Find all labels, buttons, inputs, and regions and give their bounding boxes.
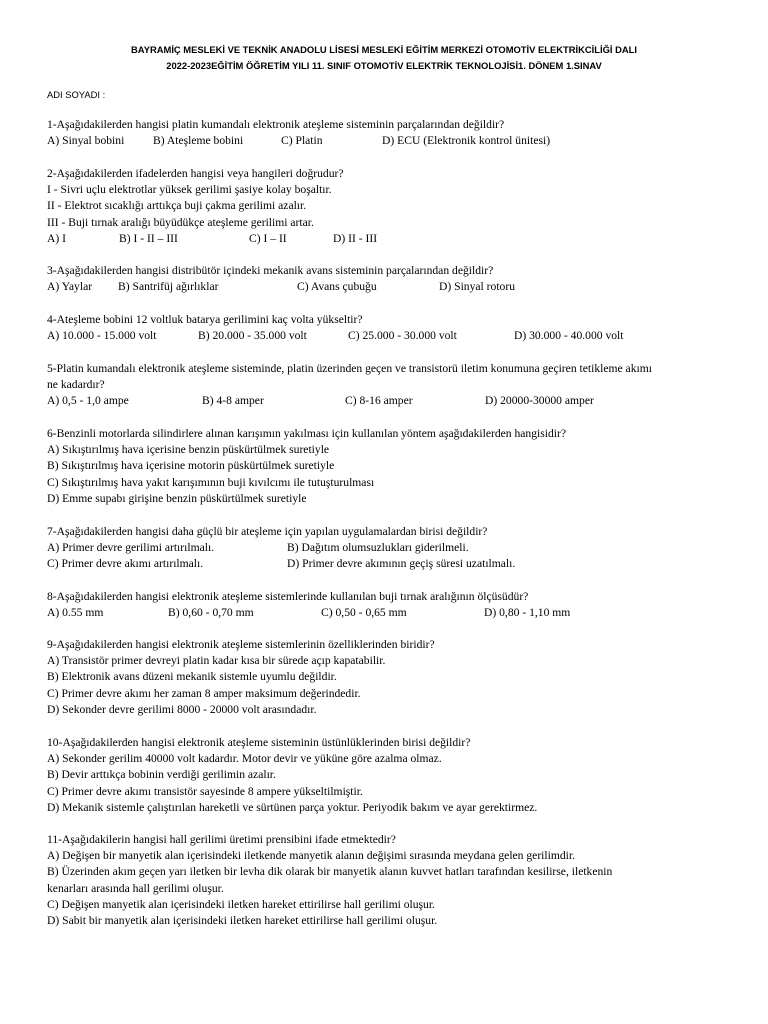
question-2-statement: II - Elektrot sıcaklığı arttıkça buji çakma gerilimi azalır.	[47, 199, 307, 213]
question-4-text: 4-Ateşleme bobini 12 voltluk batarya gerilimini kaç volta yükseltir?	[47, 313, 363, 326]
question-1-option: D) ECU (Elektronik kontrol ünitesi)	[382, 134, 551, 148]
question-11-option: A) Değişen bir manyetik alan içerisindeki iletkende manyetik alanın değişimi sırasında meydana gelen gerilimdir.	[47, 849, 576, 863]
question-1-option: C) Platin	[281, 134, 323, 148]
question-7-option: D) Primer devre akımının geçiş süresi uzatılmalı.	[287, 557, 516, 571]
question-10-text: 10-Aşağıdakilerden hangisi elektronik ateşleme sisteminin üstünlüklerinden birisi değildir?	[47, 736, 471, 749]
school-header-line-1: BAYRAMİÇ MESLEKİ VE TEKNİK ANADOLU LİSESİ MESLEKİ EĞİTİM MERKEZİ OTOMOTİV ELEKTRİKCİLİĞİ DALI	[131, 44, 637, 55]
question-5-text: 5-Platin kumandalı elektronik ateşleme sisteminde, platin üzerinden geçen ve transistorü iletim konumuna geçiren tetikleme akımı	[47, 362, 652, 375]
question-2-option: B) I - II – III	[119, 231, 178, 245]
question-7-option: B) Dağıtım olumsuzlukları giderilmeli.	[287, 541, 469, 555]
question-5-statement: ne kadardır?	[47, 378, 105, 392]
question-11-text: 11-Aşağıdakilerin hangisi hall gerilimi üretimi prensibini ifade etmektedir?	[47, 833, 396, 846]
question-6-option: B) Sıkıştırılmış hava içerisine motorin püskürtülmek suretiyle	[47, 459, 335, 473]
question-7-option: A) Primer devre gerilimi artırılmalı.	[47, 541, 215, 555]
question-1-option: A) Sinyal bobini	[47, 134, 125, 148]
question-4-option: D) 30.000 - 40.000 volt	[514, 329, 624, 343]
question-1-text: 1-Aşağıdakilerden hangisi platin kumandalı elektronik ateşleme sisteminin parçalarından değildir?	[47, 118, 505, 131]
question-5-option: A) 0,5 - 1,0 ampe	[47, 394, 129, 408]
question-5-option: C) 8-16 amper	[345, 394, 413, 408]
question-8-option: B) 0,60 - 0,70 mm	[168, 606, 254, 620]
question-5-option: D) 20000-30000 amper	[485, 394, 594, 408]
question-9-option: C) Primer devre akımı her zaman 8 amper maksimum değerindedir.	[47, 686, 361, 700]
question-6-option: C) Sıkıştırılmış hava yakıt karışımının buji kıvılcımı ile tutuşturulması	[47, 475, 375, 489]
question-3-option: D) Sinyal rotoru	[439, 280, 515, 294]
question-2-option: C) I – II	[249, 231, 287, 245]
question-9-option: B) Elektronik avans düzeni mekanik sistemle uyumlu değildir.	[47, 670, 337, 684]
question-1-option: B) Ateşleme bobini	[153, 134, 244, 148]
school-header-line-2: 2022-2023EĞİTİM ÖĞRETİM YILI 11. SINIF OTOMOTİV ELEKTRİK TEKNOLOJİSİ1. DÖNEM 1.SINAV	[166, 60, 602, 71]
question-5-option: B) 4-8 amper	[202, 394, 264, 408]
student-name-label: ADI SOYADI :	[47, 89, 106, 100]
question-10-option: B) Devir arttıkça bobinin verdiği gerilimin azalır.	[47, 768, 276, 782]
question-10-option: A) Sekonder gerilim 40000 volt kadardır. Motor devir ve yüküne göre azalma olmaz.	[47, 752, 442, 766]
question-11-option: B) Üzerinden akım geçen yarı iletken bir levha dik olarak bir manyetik alanın kuvvet hatları tarafından kesilirse, iletkenin	[47, 865, 613, 879]
question-9-text: 9-Aşağıdakilerden hangisi elektronik ateşleme sistemlerinin özelliklerinden biridir?	[47, 638, 435, 651]
question-2-text: 2-Aşağıdakilerden ifadelerden hangisi veya hangileri doğrudur?	[47, 167, 344, 180]
question-11-option: kenarları arasında hall gerilimi oluşur.	[47, 881, 224, 895]
question-10-option: D) Mekanik sistemle çalıştırılan hareketli ve sürtünen parça yoktur. Periyodik bakım ve ayar gerektirmez.	[47, 800, 538, 814]
question-8-option: A) 0.55 mm	[47, 606, 104, 620]
question-6-option: D) Emme supabı girişine benzin püskürtülmek suretiyle	[47, 491, 307, 505]
question-4-option: A) 10.000 - 15.000 volt	[47, 329, 157, 343]
question-6-option: A) Sıkıştırılmış hava içerisine benzin püskürtülmek suretiyle	[47, 443, 330, 457]
question-8-option: C) 0,50 - 0,65 mm	[321, 606, 407, 620]
question-9-option: D) Sekonder devre gerilimi 8000 - 20000 volt arasındadır.	[47, 702, 317, 716]
question-2-statement: III - Buji tırnak aralığı büyüdükçe ateşleme gerilimi artar.	[47, 215, 314, 229]
question-9-option: A) Transistör primer devreyi platin kadar kısa bir sürede açıp kapatabilir.	[47, 654, 386, 668]
question-3-text: 3-Aşağıdakilerden hangisi distribütör içindeki mekanik avans sisteminin parçalarından değildir?	[47, 264, 494, 277]
question-2-option: A) I	[47, 231, 66, 245]
question-11-option: C) Değişen manyetik alan içerisindeki iletken hareket ettirilirse hall gerilimi oluşur.	[47, 897, 435, 911]
question-2-option: D) II - III	[333, 231, 378, 245]
question-8-option: D) 0,80 - 1,10 mm	[484, 606, 571, 620]
question-7-option: C) Primer devre akımı artırılmalı.	[47, 557, 204, 571]
question-4-option: C) 25.000 - 30.000 volt	[348, 329, 457, 343]
question-2-statement: I - Sivri uçlu elektrotlar yüksek gerilimi şasiye kolay boşaltır.	[47, 183, 332, 197]
question-7-text: 7-Aşağıdakilerden hangisi daha güçlü bir ateşleme için yapılan uygulamalardan birisi değildir?	[47, 525, 488, 538]
question-6-text: 6-Benzinli motorlarda silindirlere alınan karışımın yakılması için kullanılan yöntem aşağıdakilerden hangisidir?	[47, 427, 567, 440]
question-3-option: C) Avans çubuğu	[297, 280, 377, 294]
question-3-option: A) Yaylar	[47, 280, 93, 294]
question-10-option: C) Primer devre akımı transistör sayesinde 8 ampere yükseltilmiştir.	[47, 784, 363, 798]
question-4-option: B) 20.000 - 35.000 volt	[198, 329, 307, 343]
question-8-text: 8-Aşağıdakilerden hangisi elektronik ateşleme sistemlerinde kullanılan buji tırnak aralığının ölçüsüdür?	[47, 590, 529, 603]
question-11-option: D) Sabit bir manyetik alan içerisindeki iletken hareket ettirilirse hall gerilimi oluşur.	[47, 914, 438, 927]
question-3-option: B) Santrifüj ağırlıklar	[118, 280, 219, 294]
